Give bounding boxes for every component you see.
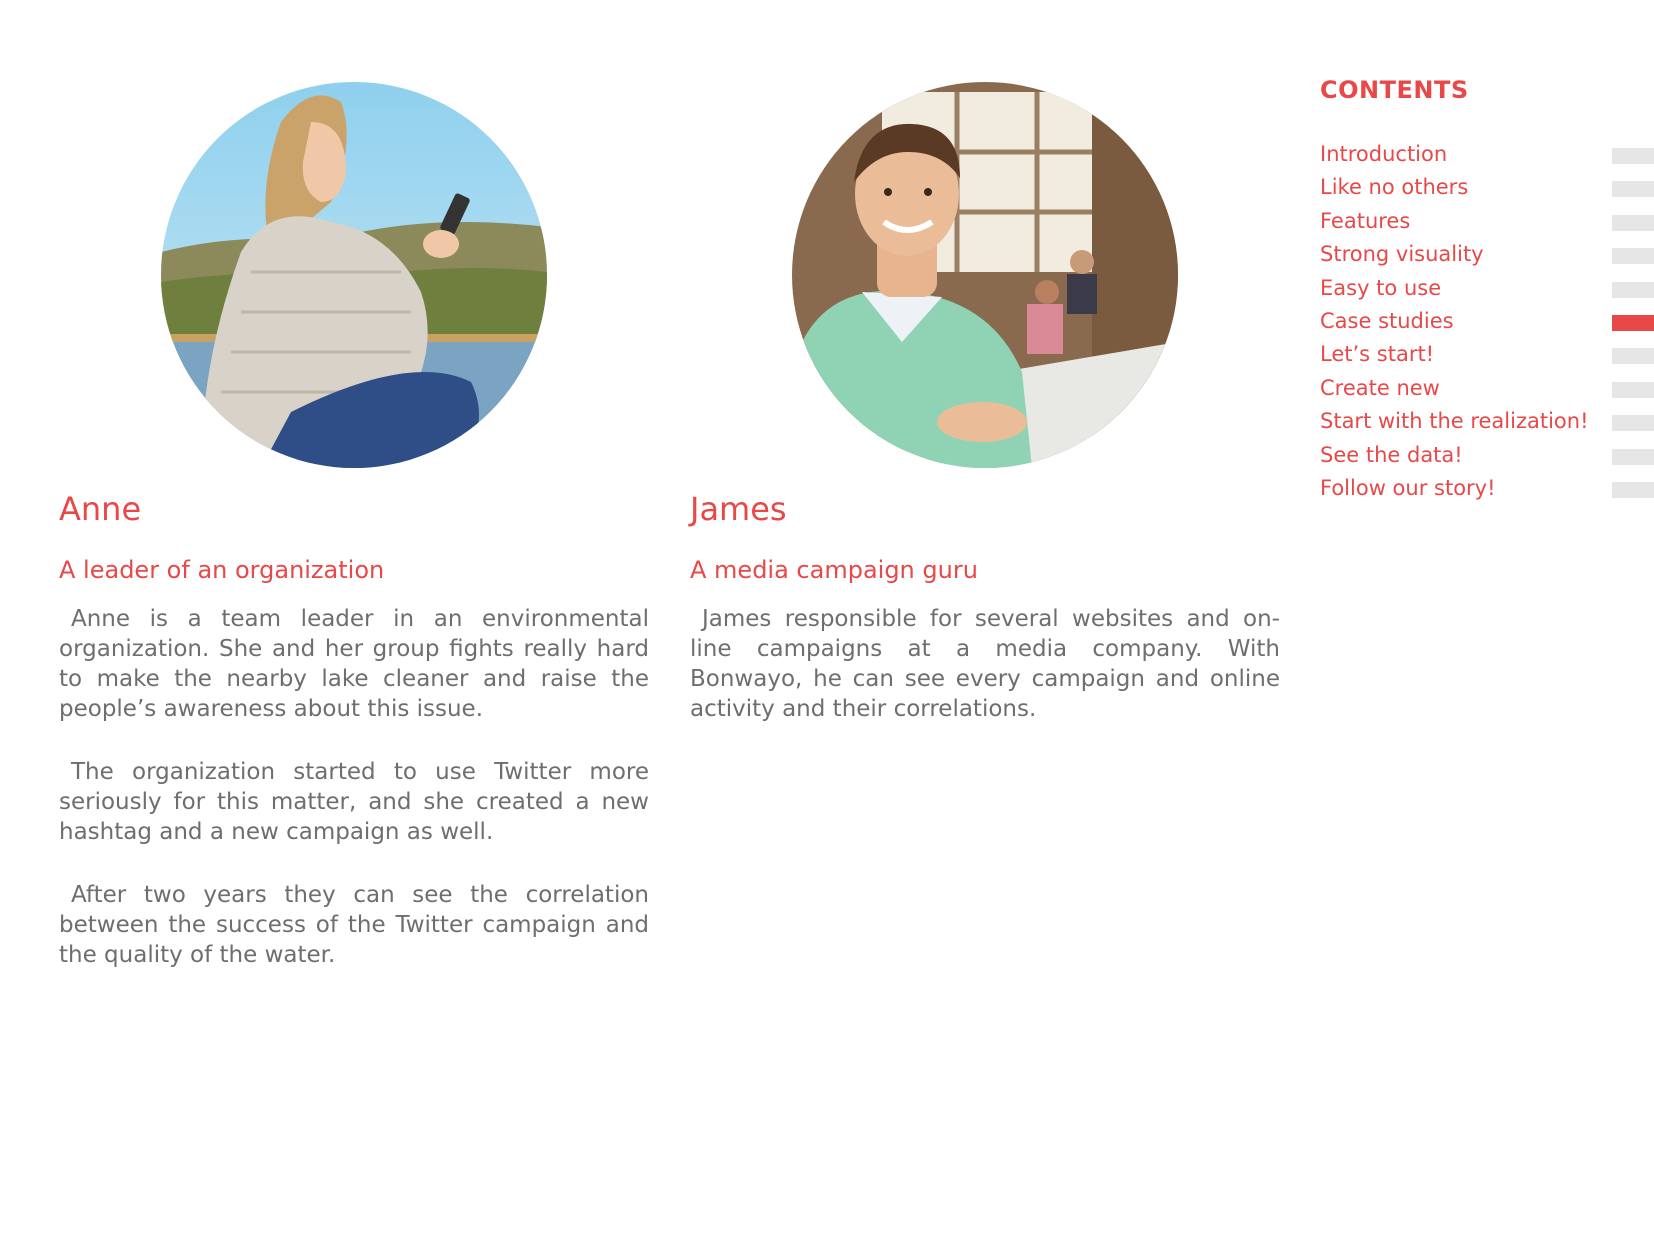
description-paragraph: The organization started to use Twitter more seriously for this matter, and she created a new hashtag and a new campaign as well. <box>59 759 649 845</box>
toc-item-start-with-realization[interactable] <box>1320 407 1654 440</box>
toc-link[interactable]: Start with the realization! <box>1320 409 1589 434</box>
contents-nav <box>1320 76 1654 500</box>
persona-name: Anne <box>59 490 142 528</box>
toc-marker <box>1612 282 1654 298</box>
toc-item-easy-to-use[interactable] <box>1320 274 1654 307</box>
persona-role: A media campaign guru <box>690 556 978 584</box>
toc-item-lets-start[interactable] <box>1320 340 1654 373</box>
toc-marker <box>1612 181 1654 197</box>
toc-marker <box>1612 415 1654 431</box>
toc-marker <box>1612 449 1654 465</box>
toc-marker <box>1612 248 1654 264</box>
toc-marker <box>1612 348 1654 364</box>
persona-name: James <box>690 490 787 528</box>
toc-marker <box>1612 382 1654 398</box>
toc-item-create-new[interactable] <box>1320 374 1654 407</box>
toc-marker <box>1612 315 1654 331</box>
toc-link[interactable]: Strong visuality <box>1320 242 1484 267</box>
toc-link[interactable]: Introduction <box>1320 142 1448 166</box>
toc-link[interactable]: Follow our story! <box>1320 475 1496 500</box>
contents-list <box>1320 140 1654 507</box>
contents-title: CONTENTS <box>1320 76 1469 104</box>
description-paragraph: Anne is a team leader in an environmental organization. She and her group fights really hard to make the nearby lake cleaner and raise the people’s awareness about this issue. <box>59 606 649 722</box>
toc-item-see-the-data[interactable] <box>1320 441 1654 474</box>
toc-item-follow-our-story[interactable] <box>1320 474 1654 507</box>
james-photo <box>792 82 1178 468</box>
toc-marker <box>1612 215 1654 231</box>
toc-item-introduction[interactable] <box>1320 140 1654 173</box>
toc-link[interactable]: Case studies <box>1320 308 1454 333</box>
toc-link[interactable]: Like no others <box>1320 175 1469 200</box>
persona-description <box>59 604 649 1003</box>
anne-photo <box>161 82 547 468</box>
toc-item-like-no-others[interactable] <box>1320 173 1654 206</box>
toc-link[interactable]: Let’s start! <box>1320 342 1435 367</box>
description-paragraph: James responsible for several websites and on-line campaigns at a media company. With Bonwayo, he can see every campaign and online activity and their correlations. <box>690 606 1280 722</box>
toc-marker <box>1612 482 1654 498</box>
description-paragraph: After two years they can see the correlation between the success of the Twitter campaign and the quality of the water. <box>59 882 649 968</box>
toc-link[interactable]: See the data! <box>1320 442 1463 467</box>
persona-role: A leader of an organization <box>59 556 385 584</box>
toc-marker <box>1612 148 1654 164</box>
toc-link[interactable]: Easy to use <box>1320 275 1442 300</box>
toc-item-case-studies[interactable] <box>1320 307 1654 340</box>
toc-link[interactable]: Features <box>1320 208 1411 233</box>
toc-link[interactable]: Create new <box>1320 375 1440 400</box>
toc-item-features[interactable] <box>1320 207 1654 240</box>
persona-description <box>690 604 1280 757</box>
toc-item-strong-visuality[interactable] <box>1320 240 1654 273</box>
